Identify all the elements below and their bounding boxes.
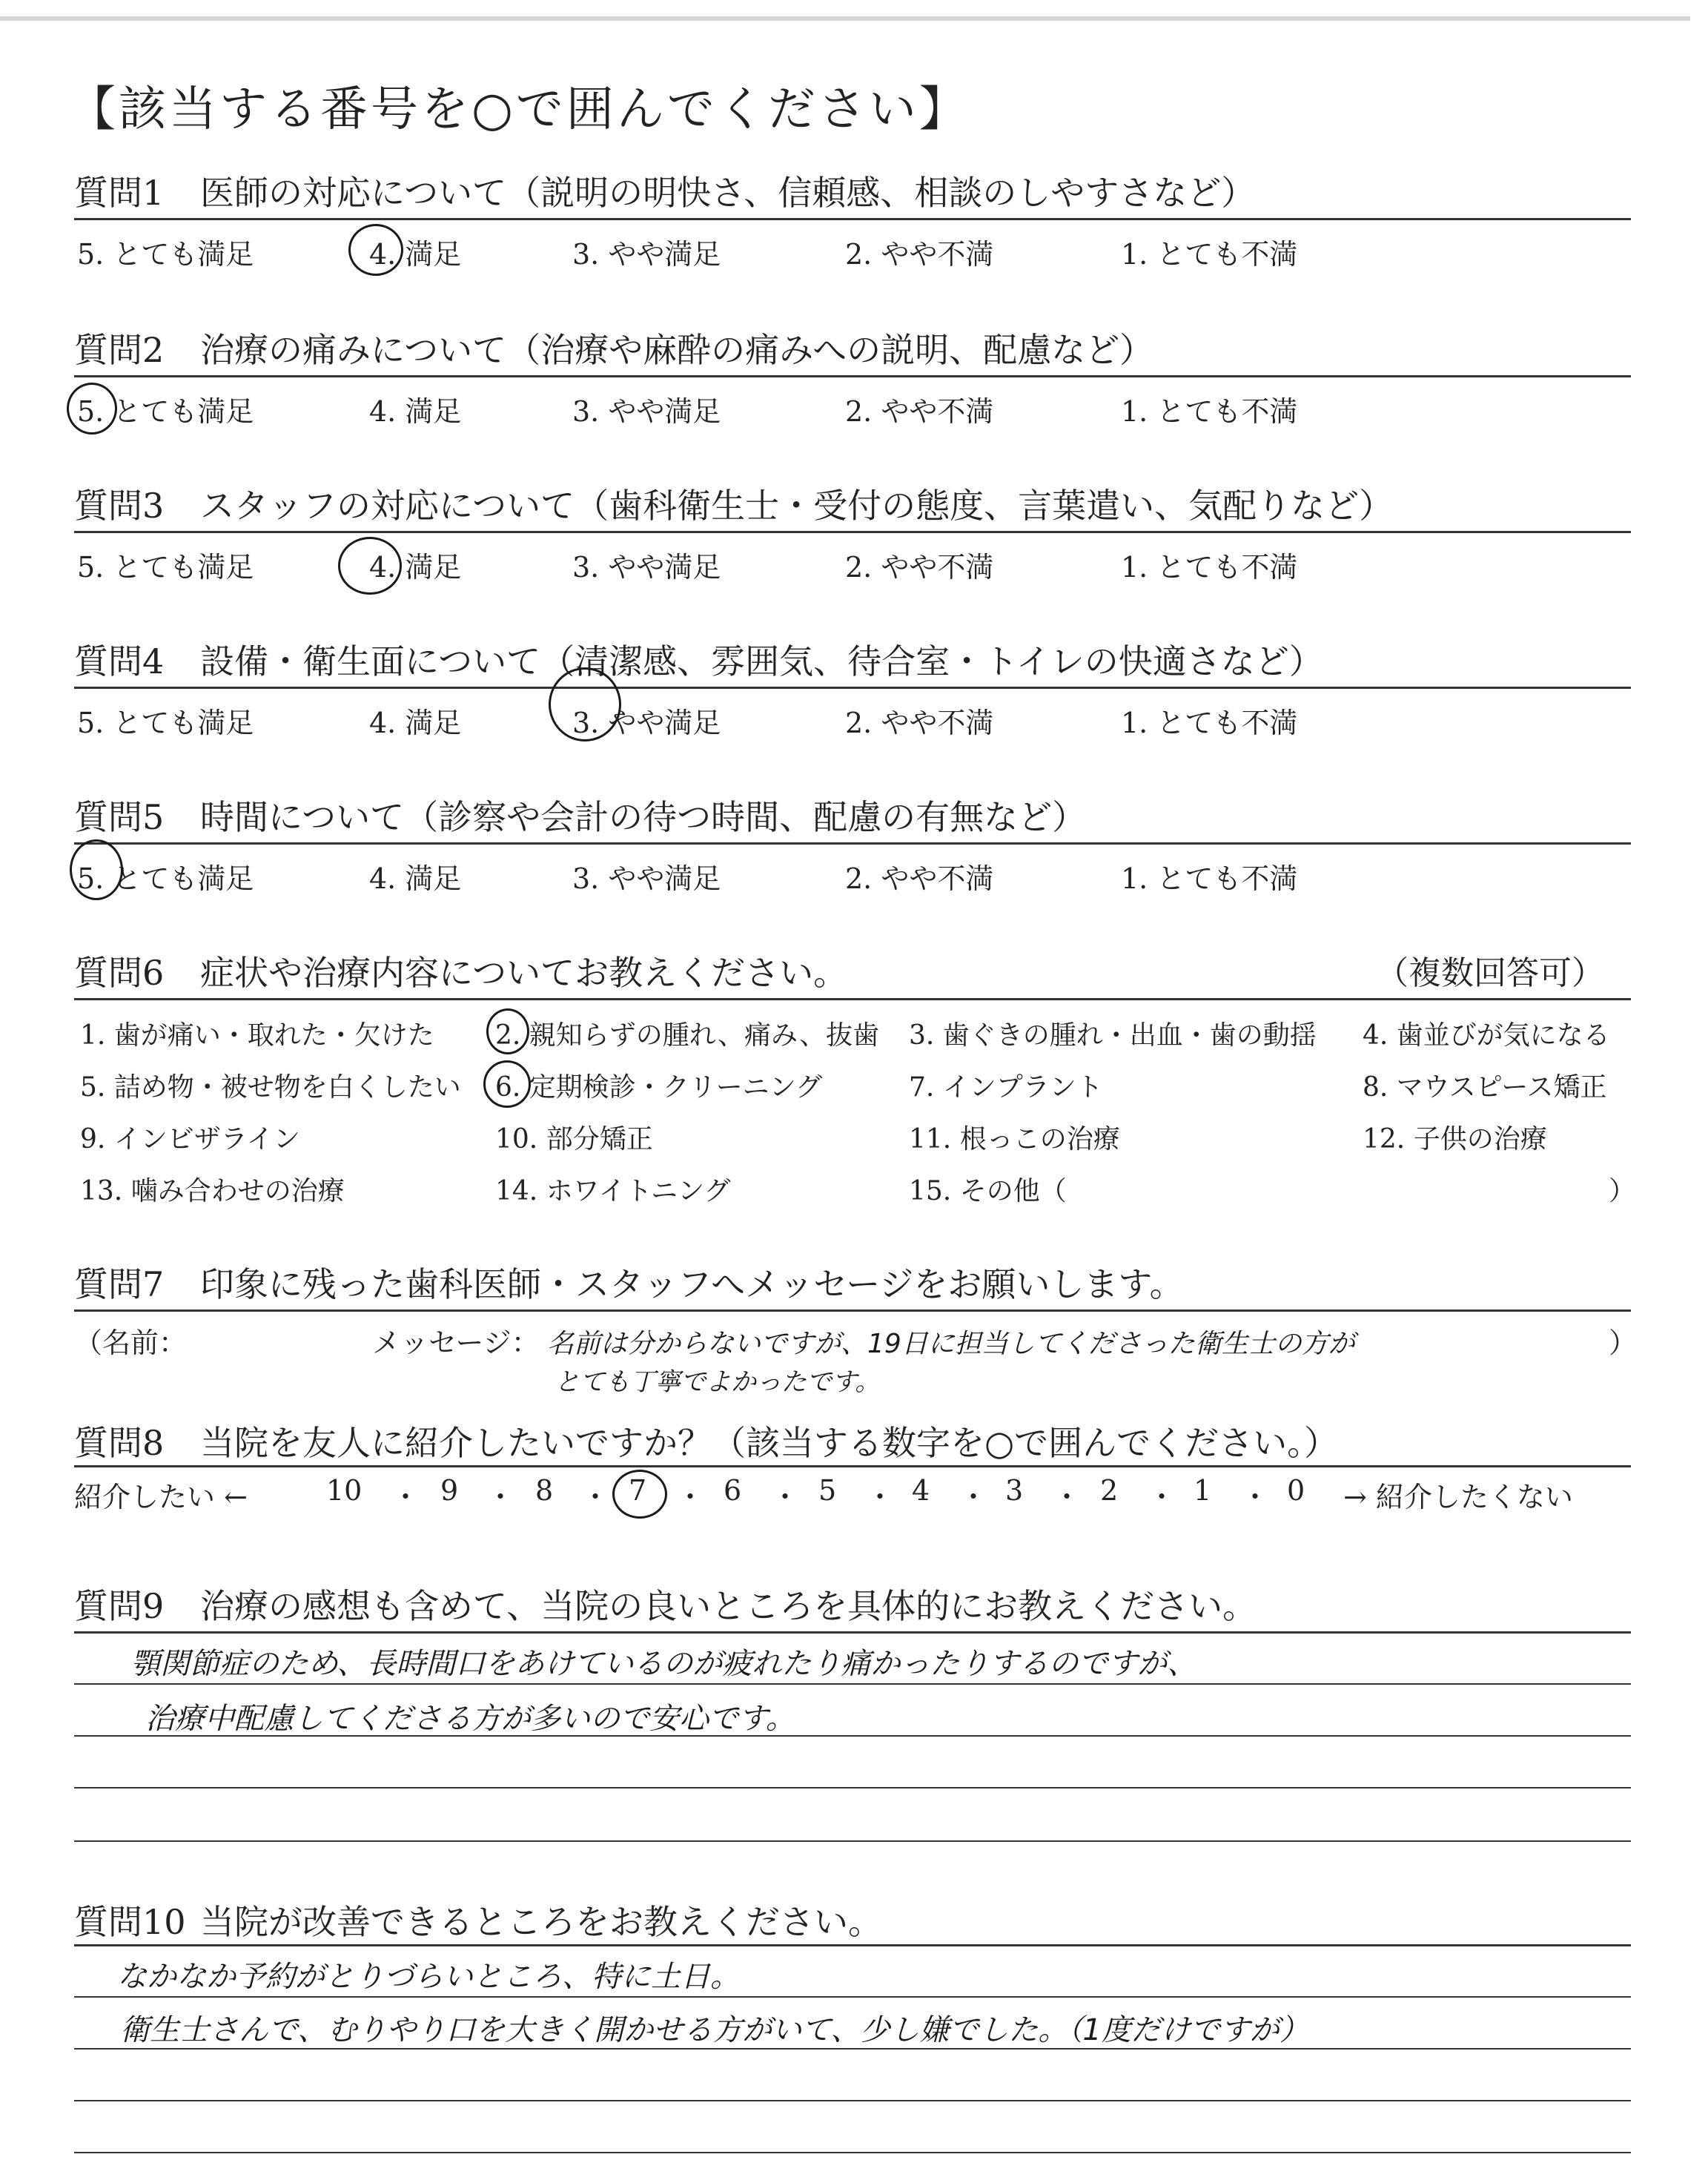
question-2-number: 質問2 bbox=[74, 330, 165, 370]
q8-scale-5[interactable]: 5 bbox=[818, 1474, 837, 1507]
question-8-text: 当院を友人に紹介したいですか？（該当する数字を○で囲んでください。） bbox=[200, 1423, 1339, 1463]
q1-option-1[interactable]: 1. とても不満 bbox=[1121, 238, 1298, 271]
q6-item-11[interactable]: 11. 根っこの治療 bbox=[909, 1124, 1120, 1155]
q3-option-1[interactable]: 1. とても不満 bbox=[1121, 551, 1298, 584]
q10-answer-line-2: 衛生士さんで、むりやり口を大きく開かせる方がいて、少し嫌でした。（1度だけですが） bbox=[120, 2013, 1309, 2047]
q7-message-line-1: 名前は分からないですが、19日に担当してくださった衛生士の方が bbox=[547, 1329, 1355, 1359]
question-10-rule bbox=[74, 1944, 1631, 1946]
question-9-text: 治療の感想も含めて、当院の良いところを具体的にお教えください。 bbox=[200, 1586, 1257, 1626]
answer-line bbox=[74, 1683, 1631, 1685]
q8-selection-circle bbox=[612, 1470, 667, 1519]
question-8-title bbox=[74, 1416, 1338, 1465]
multiple-answers-note: （複数回答可） bbox=[1376, 954, 1604, 992]
q8-separator: ・ bbox=[391, 1481, 420, 1513]
q4-option-3[interactable]: 3. やや満足 bbox=[572, 707, 721, 739]
q1-option-3[interactable]: 3. やや満足 bbox=[572, 238, 721, 271]
question-2-text: 治療の痛みについて（治療や麻酔の痛みへの説明、配慮など） bbox=[200, 330, 1154, 370]
q8-scale-8[interactable]: 8 bbox=[535, 1474, 554, 1507]
q8-scale-7[interactable]: 7 bbox=[629, 1474, 647, 1507]
question-9-title bbox=[74, 1579, 1257, 1628]
q2-option-2[interactable]: 2. やや不満 bbox=[845, 395, 994, 428]
question-1-rule bbox=[74, 218, 1631, 220]
q2-option-3[interactable]: 3. やや満足 bbox=[572, 395, 721, 428]
q8-separator: ・ bbox=[1241, 1481, 1270, 1513]
q6-item-2[interactable]: 2. 親知らずの腫れ、痛み、抜歯 bbox=[495, 1020, 880, 1051]
q4-option-2[interactable]: 2. やや不満 bbox=[845, 707, 994, 739]
q4-option-1[interactable]: 1. とても不満 bbox=[1121, 707, 1298, 739]
q6-item-8[interactable]: 8. マウスピース矯正 bbox=[1363, 1072, 1607, 1103]
q8-separator: ・ bbox=[959, 1481, 988, 1513]
question-2-rule bbox=[74, 375, 1631, 377]
q8-scale-3[interactable]: 3 bbox=[1005, 1474, 1024, 1507]
q2-option-4[interactable]: 4. 満足 bbox=[369, 395, 462, 428]
question-6-number: 質問6 bbox=[74, 953, 165, 993]
q1-option-2[interactable]: 2. やや不満 bbox=[845, 238, 994, 271]
q8-scale-2[interactable]: 2 bbox=[1100, 1474, 1119, 1507]
q6-item-3[interactable]: 3. 歯ぐきの腫れ・出血・歯の動揺 bbox=[909, 1020, 1317, 1051]
q3-option-4[interactable]: 4. 満足 bbox=[369, 551, 462, 584]
question-5-text: 時間について（診察や会計の待つ時間、配慮の有無など） bbox=[200, 797, 1087, 837]
question-6-title bbox=[74, 946, 847, 995]
question-1-text: 医師の対応について（説明の明快さ、信頼感、相談のしやすさなど） bbox=[200, 173, 1256, 213]
q6-item-14[interactable]: 14. ホワイトニング bbox=[495, 1176, 731, 1206]
q6-item-15[interactable]: 15. その他（ bbox=[909, 1176, 1067, 1206]
question-6-text: 症状や治療内容についてお教えください。 bbox=[200, 953, 848, 993]
q4-selection-circle bbox=[549, 667, 621, 742]
question-3-number: 質問3 bbox=[74, 486, 165, 526]
question-9-rule bbox=[74, 1631, 1631, 1634]
q6-item-10[interactable]: 10. 部分矯正 bbox=[495, 1124, 653, 1155]
q3-option-5[interactable]: 5. とても満足 bbox=[77, 551, 254, 584]
question-2-title bbox=[74, 323, 1153, 372]
q1-option-4[interactable]: 4. 満足 bbox=[369, 238, 462, 271]
q8-scale-0[interactable]: 0 bbox=[1287, 1474, 1305, 1507]
question-4-title bbox=[74, 635, 1323, 684]
q7-name-label: （名前： bbox=[74, 1327, 188, 1359]
q5-option-2[interactable]: 2. やや不満 bbox=[845, 862, 994, 895]
q1-selection-circle bbox=[348, 224, 403, 276]
question-10-text: 当院が改善できるところをお教えください。 bbox=[200, 1902, 882, 1942]
q8-separator: ・ bbox=[771, 1481, 800, 1513]
answer-line bbox=[74, 1996, 1631, 1998]
q8-left-label: 紹介したい ← bbox=[74, 1481, 248, 1513]
q7-message-line-2: とても丁寧でよかったです。 bbox=[555, 1367, 881, 1397]
question-3-text: スタッフの対応について（歯科衛生士・受付の態度、言葉遣い、気配りなど） bbox=[200, 486, 1394, 526]
q6-item-9[interactable]: 9. インビザライン bbox=[80, 1124, 300, 1155]
q4-option-5[interactable]: 5. とても満足 bbox=[77, 707, 254, 739]
q2-selection-circle bbox=[67, 383, 117, 435]
q3-selection-circle bbox=[338, 537, 402, 595]
question-10-number: 質問10 bbox=[74, 1902, 186, 1942]
question-8-number: 質問8 bbox=[74, 1423, 165, 1463]
q6-item-1[interactable]: 1. 歯が痛い・取れた・欠けた bbox=[80, 1020, 434, 1051]
q8-scale-10[interactable]: 10 bbox=[326, 1474, 363, 1507]
q10-answer-line-1: なかなか予約がとりづらいところ、特に土日。 bbox=[117, 1960, 740, 1994]
q6-selection-circle-6 bbox=[483, 1060, 531, 1108]
question-10-title bbox=[74, 1895, 882, 1944]
question-8-rule bbox=[74, 1465, 1631, 1467]
q2-option-1[interactable]: 1. とても不満 bbox=[1121, 395, 1298, 428]
question-5-rule bbox=[74, 842, 1631, 845]
q6-other-close-paren: ） bbox=[1609, 1176, 1636, 1206]
question-1-number: 質問1 bbox=[74, 173, 165, 213]
question-4-number: 質問4 bbox=[74, 641, 165, 681]
question-4-text: 設備・衛生面について（清潔感、雰囲気、待合室・トイレの快適さなど） bbox=[200, 641, 1323, 681]
q9-answer-line-2: 治療中配慮してくださる方が多いので安心です。 bbox=[145, 1702, 795, 1736]
q6-item-4[interactable]: 4. 歯並びが気になる bbox=[1363, 1020, 1610, 1051]
answer-line bbox=[74, 2152, 1631, 2153]
q4-option-4[interactable]: 4. 満足 bbox=[369, 707, 462, 739]
question-4-rule bbox=[74, 687, 1631, 689]
question-1-title bbox=[74, 166, 1255, 215]
q3-option-2[interactable]: 2. やや不満 bbox=[845, 551, 994, 584]
q8-separator: ・ bbox=[581, 1481, 610, 1513]
q8-separator: ・ bbox=[1053, 1481, 1082, 1513]
q8-separator: ・ bbox=[676, 1481, 705, 1513]
q8-scale-6[interactable]: 6 bbox=[724, 1474, 742, 1507]
q6-item-7[interactable]: 7. インプラント bbox=[909, 1072, 1103, 1103]
q3-option-3[interactable]: 3. やや満足 bbox=[572, 551, 721, 584]
q8-right-label: → 紹介したくない bbox=[1343, 1481, 1573, 1513]
q6-selection-circle-2 bbox=[486, 1008, 529, 1054]
q1-option-5[interactable]: 5. とても満足 bbox=[77, 238, 254, 271]
q8-scale-9[interactable]: 9 bbox=[440, 1474, 459, 1507]
q5-option-1[interactable]: 1. とても不満 bbox=[1121, 862, 1298, 895]
q8-scale-4[interactable]: 4 bbox=[912, 1474, 930, 1507]
question-9-number: 質問9 bbox=[74, 1586, 165, 1626]
answer-line bbox=[74, 2100, 1631, 2101]
q5-option-3[interactable]: 3. やや満足 bbox=[572, 862, 721, 895]
q9-answer-line-1: 顎関節症のため、長時間口をあけているのが疲れたり痛かったりするのですが、 bbox=[130, 1647, 1197, 1681]
question-7-title bbox=[74, 1258, 1184, 1307]
top-edge-line bbox=[0, 16, 1690, 21]
q6-item-5[interactable]: 5. 詰め物・被せ物を白くしたい bbox=[80, 1072, 461, 1103]
question-7-number: 質問7 bbox=[74, 1264, 165, 1304]
question-5-title bbox=[74, 790, 1086, 839]
answer-line bbox=[74, 1840, 1631, 1842]
q8-separator: ・ bbox=[486, 1481, 515, 1513]
q8-scale-1[interactable]: 1 bbox=[1194, 1474, 1212, 1507]
q7-message-label: メッセージ： bbox=[372, 1327, 540, 1359]
question-3-title bbox=[74, 479, 1393, 528]
instruction-header: 【該当する番号を○で囲んでください】 bbox=[68, 82, 970, 137]
q6-item-12[interactable]: 12. 子供の治療 bbox=[1363, 1124, 1547, 1155]
q2-option-5[interactable]: 5. とても満足 bbox=[77, 395, 254, 428]
answer-line bbox=[74, 1787, 1631, 1789]
question-5-number: 質問5 bbox=[74, 797, 165, 837]
q8-separator: ・ bbox=[866, 1481, 895, 1513]
question-3-rule bbox=[74, 531, 1631, 533]
q7-close-paren: ） bbox=[1609, 1327, 1638, 1359]
q5-selection-circle bbox=[70, 839, 123, 900]
q8-separator: ・ bbox=[1148, 1481, 1176, 1513]
q5-option-5[interactable]: 5. とても満足 bbox=[77, 862, 254, 895]
q5-option-4[interactable]: 4. 満足 bbox=[369, 862, 462, 895]
question-6-rule bbox=[74, 998, 1631, 1000]
q6-item-13[interactable]: 13. 噛み合わせの治療 bbox=[80, 1176, 345, 1206]
question-7-rule bbox=[74, 1309, 1631, 1312]
q6-item-6[interactable]: 6. 定期検診・クリーニング bbox=[495, 1072, 823, 1103]
question-7-text: 印象に残った歯科医師・スタッフへメッセージをお願いします。 bbox=[200, 1264, 1184, 1304]
